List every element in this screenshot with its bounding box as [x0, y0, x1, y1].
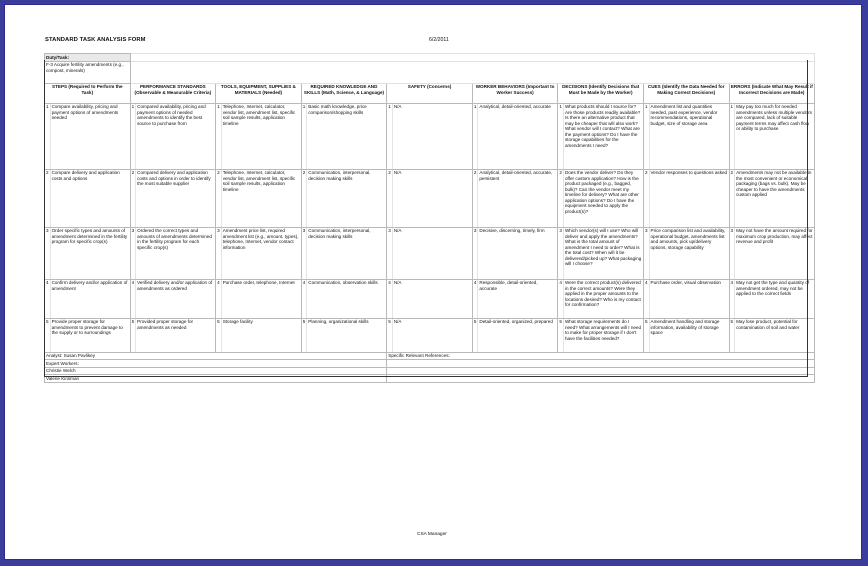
table-cell: Analytical, detail-oriented, accurate — [478, 103, 558, 169]
table-row — [45, 103, 815, 169]
table-cell: Communication, observation skills — [307, 279, 387, 318]
footer-text: CSA Manager — [417, 532, 447, 537]
step-number: 5 — [387, 318, 393, 352]
table-cell: Which vendor(s) will I use? Who will deliver and apply the amendments? What is the total amount of amendment I need to order? What is the total cost? When will it be delivered/picked up? What packaging will I choose? — [563, 227, 643, 279]
table-cell: Compare availability, pricing and payment options of amendments needed — [50, 103, 130, 169]
table-cell: Provided proper storage for amendments as needed — [136, 318, 216, 352]
analyst-line: Christie Welch — [45, 367, 387, 375]
table-cell: N/A — [392, 279, 472, 318]
table-row — [45, 318, 815, 352]
table-row — [45, 227, 815, 279]
table-cell: May not have the amount required for maximum crop production, may affect revenue and profit — [735, 227, 815, 279]
table-cell: Amendments may not be available in the most convenient or economical packaging (bags vs. bulk). May be cheaper to have the amendments custom applied — [735, 169, 815, 227]
column-header: SAFETY (Concerns) — [387, 83, 473, 103]
step-number: 3 — [472, 227, 478, 279]
column-header: CUES (Identify the Data Needed for Making Correct Decisions) — [643, 83, 729, 103]
duty-task-label: Duty/Task: — [45, 54, 131, 62]
table-cell: May not get the type and quantity of amendment ordered, may not be applied to the correct fields — [735, 279, 815, 318]
step-number: 2 — [472, 169, 478, 227]
table-cell: Were the correct product(s) delivered in the correct amounts? Were they applied in the proper amounts to the locations desired? Who is my contact for confirmation? — [563, 279, 643, 318]
analyst-line: Expert Workers: — [45, 360, 387, 368]
table-cell: What storage requirements do I need? What arrangements will I need to make for proper storage if I don't have the facilities needed? — [563, 318, 643, 352]
step-number: 2 — [45, 169, 51, 227]
step-number: 5 — [45, 318, 51, 352]
table-cell: Compared delivery and application costs and options in order to identify the most suitable supplier — [136, 169, 216, 227]
table-cell: Confirm delivery and/or application of amendment — [50, 279, 130, 318]
step-number: 1 — [472, 103, 478, 169]
step-number: 1 — [643, 103, 649, 169]
table-cell: Amendment handling and storage information, availability of storage space — [649, 318, 729, 352]
step-number: 5 — [729, 318, 735, 352]
table-cell: Vendor responses to questions asked — [649, 169, 729, 227]
step-number: 3 — [301, 227, 307, 279]
duty-task-value: F-3 Acquire fertility amendments (e.g., compost, minerals) — [45, 61, 131, 83]
step-number: 2 — [558, 169, 564, 227]
table-cell: Storage facility — [221, 318, 301, 352]
column-header: WORKER BEHAVIORS (Important to Worker Success) — [472, 83, 558, 103]
table-cell: Telephone, Internet, calculator, vendor list, amendment list, specific soil sample results, application timeline — [221, 103, 301, 169]
column-header: ERRORS (Indicate What May Result if Incorrect Decisions are Made) — [729, 83, 815, 103]
table-cell: Amendment price list, required amendment list (e.g., amount, types), telephone, Internet, vendor contact information — [221, 227, 301, 279]
step-number: 5 — [472, 318, 478, 352]
step-number: 1 — [729, 103, 735, 169]
table-cell: Ordered the correct types and amounts of amendments determined in the fertility program for each specific crop(s) — [136, 227, 216, 279]
column-header: STEPS (Required to Perform the Task) — [45, 83, 131, 103]
table-cell: Decisive, discerning, timely, firm — [478, 227, 558, 279]
step-number: 5 — [301, 318, 307, 352]
table-cell: Price comparison list and availability, operational budget, amendments list and amounts, pick up/delivery options, storage capability — [649, 227, 729, 279]
step-number: 4 — [472, 279, 478, 318]
table-cell: N/A — [392, 227, 472, 279]
table-cell: Basic math knowledge, price comparison/shopping skills — [307, 103, 387, 169]
references-blank — [387, 360, 815, 368]
step-number: 3 — [643, 227, 649, 279]
step-number: 1 — [130, 103, 136, 169]
form-date: 6/2/2011 — [429, 37, 449, 43]
step-number: 2 — [643, 169, 649, 227]
table-cell: Purchase order, visual observation — [649, 279, 729, 318]
table-cell: Telephone, Internet, calculator, vendor list, amendment list, specific soil sample results, application timeline — [221, 169, 301, 227]
table-cell: Order specific types and amounts of amendment determined in the fertility program for specific crop(s) — [50, 227, 130, 279]
table-cell: Planning, organizational skills — [307, 318, 387, 352]
references-blank — [387, 367, 815, 375]
step-number: 4 — [45, 279, 51, 318]
table-cell: May lose product, potential for contamination of soil and water — [735, 318, 815, 352]
table-cell: N/A — [392, 169, 472, 227]
table-cell: N/A — [392, 103, 472, 169]
step-number: 5 — [216, 318, 222, 352]
table-cell: Provide proper storage for amendments to prevent damage to the supply or to surroundings — [50, 318, 130, 352]
step-number: 3 — [558, 227, 564, 279]
step-number: 1 — [45, 103, 51, 169]
table-cell: Detail-oriented, organized, prepared — [478, 318, 558, 352]
analyst-line: Analyst: Susan Pavlikey — [45, 352, 387, 360]
step-number: 1 — [387, 103, 393, 169]
form-title: STANDARD TASK ANALYSIS FORM — [45, 37, 146, 43]
table-cell: Responsible, detail-oriented, accurate — [478, 279, 558, 318]
step-number: 2 — [387, 169, 393, 227]
table-cell: Purchase order, telephone, Internet — [221, 279, 301, 318]
column-header: REQUIRED KNOWLEDGE AND SKILLS (Math, Science, & Language) — [301, 83, 387, 103]
people-row — [45, 367, 815, 375]
step-number: 3 — [45, 227, 51, 279]
table-row — [45, 279, 815, 318]
column-header: TOOLS, EQUIPMENT, SUPPLIES & MATERIALS (Needed) — [216, 83, 302, 103]
step-number: 4 — [729, 279, 735, 318]
references-label: Specific Relevant References: — [387, 352, 815, 360]
table-cell: What products should I source for? Are those products readily available? Is there an alternative product that may be cheaper that will also work? What vendor will I contact? What are the payment options? Do I have the storage capabilities for the amendments I need? — [563, 103, 643, 169]
references-blank — [387, 375, 815, 383]
step-number: 2 — [301, 169, 307, 227]
step-number: 3 — [216, 227, 222, 279]
duty-label-row — [45, 54, 815, 62]
step-number: 4 — [387, 279, 393, 318]
step-number: 3 — [387, 227, 393, 279]
step-number: 3 — [130, 227, 136, 279]
task-analysis-table — [44, 53, 815, 383]
table-cell: May pay too much for needed amendments unless multiple vendors are compared, lack of suitable payment terms may affect cash flow or ability to purchase — [735, 103, 815, 169]
step-number: 4 — [301, 279, 307, 318]
step-number: 3 — [729, 227, 735, 279]
step-number: 4 — [643, 279, 649, 318]
step-number: 4 — [558, 279, 564, 318]
people-row — [45, 375, 815, 383]
step-number: 4 — [130, 279, 136, 318]
step-number: 5 — [130, 318, 136, 352]
step-number: 5 — [643, 318, 649, 352]
step-number: 2 — [729, 169, 735, 227]
table-cell: Communication, interpersonal, decision making skills — [307, 169, 387, 227]
step-number: 1 — [558, 103, 564, 169]
table-row — [45, 169, 815, 227]
step-number: 2 — [216, 169, 222, 227]
step-number: 1 — [216, 103, 222, 169]
table-cell: Compared availability, pricing and payment options of needed amendments to identify the best source to purchase from — [136, 103, 216, 169]
duty-value-row — [45, 61, 815, 83]
table-cell: Compare delivery and application costs and options — [50, 169, 130, 227]
people-row — [45, 352, 815, 360]
step-number: 2 — [130, 169, 136, 227]
table-cell: Communication, interpersonal, decision making skills — [307, 227, 387, 279]
column-header: DECISIONS (Identify Decisions that Must be Made by the Worker) — [558, 83, 644, 103]
table-cell: Amendment list and quantities needed, past experience, vendor recommendations, operational budget, size of storage area — [649, 103, 729, 169]
table-cell: N/A — [392, 318, 472, 352]
step-number: 5 — [558, 318, 564, 352]
step-number: 1 — [301, 103, 307, 169]
column-header: PERFORMANCE STANDARDS (Observable & Measurable Criteria) — [130, 83, 216, 103]
step-number: 4 — [216, 279, 222, 318]
table-cell: Does the vendor deliver? Do they offer custom application? How is the product packaged (e.g., bagged, bulk)? Can the vendor meet my timeline for delivery? What are other application options? Do I have the equipment needed to apply the product(s)? — [563, 169, 643, 227]
table-cell: Verified delivery and/or application of amendments as ordered — [136, 279, 216, 318]
people-row — [45, 360, 815, 368]
analyst-line: Valerie Kinsman — [45, 375, 387, 383]
column-header-row — [45, 83, 815, 103]
table-cell: Analytical, detail-oriented, accurate, persistent — [478, 169, 558, 227]
